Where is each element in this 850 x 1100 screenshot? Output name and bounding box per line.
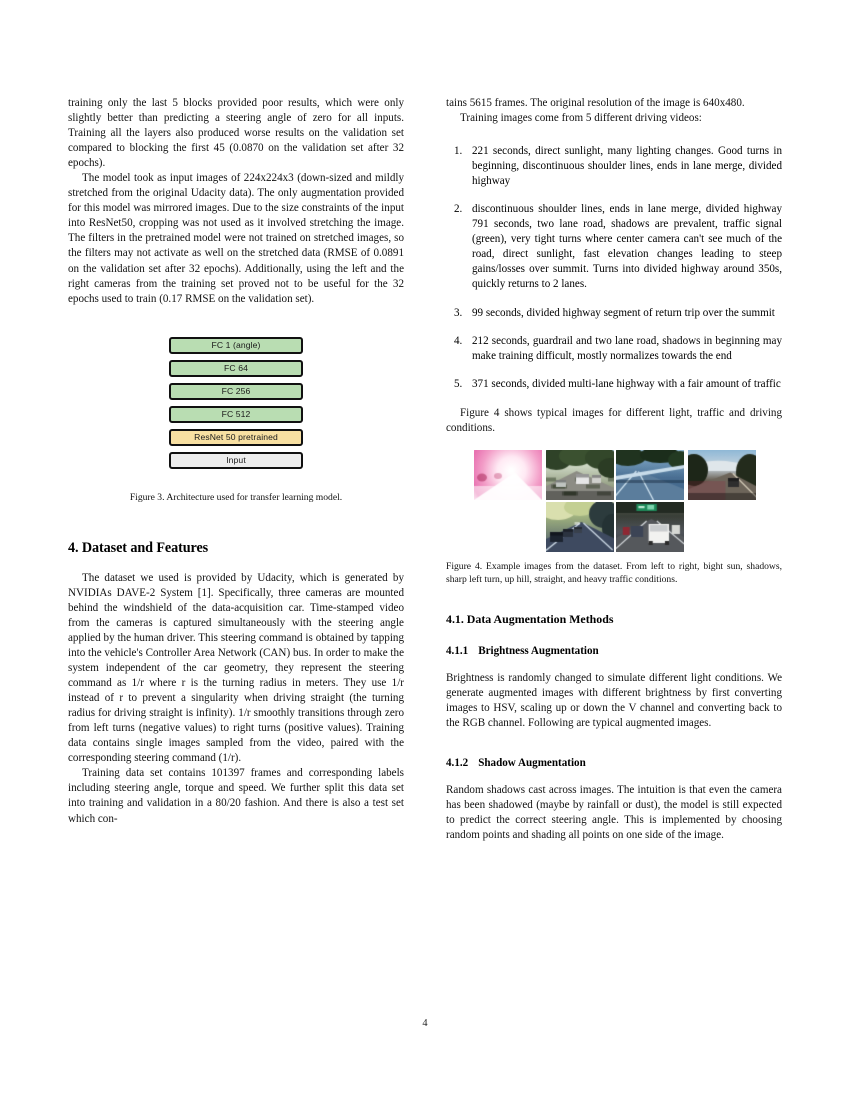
thumbnail-up-hill xyxy=(688,450,756,500)
left-column xyxy=(68,96,404,843)
subsubsection-title: Shadow Augmentation xyxy=(478,757,586,770)
list-item xyxy=(446,334,782,364)
arch-box-input xyxy=(169,452,303,469)
thumbnail-heavy-traffic xyxy=(616,502,684,552)
arch-box-label: FC 64 xyxy=(224,363,248,374)
right-column xyxy=(446,96,782,843)
list-item-text: discontinuous shoulder lines, ends in lane merge, divided highway 791 seconds, two lane road, shadows are prevalent, traffic signal (green), very tight turns where center camera can't see much of the road, direct sunlight, fast elevation changes leading to steep gains/losses over summit. Turns into divided highway around 350s, quickly returns to 2 lanes. xyxy=(472,203,782,291)
section-heading-4: 4. Dataset and Features xyxy=(68,539,209,556)
subsubsection-number: 4.1.1 xyxy=(446,644,469,657)
list-marker: 5. xyxy=(454,377,463,390)
list-marker: 1. xyxy=(454,145,463,158)
left-paragraph-1: training only the last 5 blocks provided poor results, which were only slightly better than predicting a steering angle of zero for all inputs. Training all the layers also produced worse results on the validation set compared to blocking the first 45 (0.0870 on the validation set after 32 epochs). xyxy=(68,97,404,170)
arch-box-label: FC 512 xyxy=(221,409,251,420)
right-paragraph-2: Training images come from 5 different driving videos: xyxy=(460,112,702,125)
section-heading-4-1-1 xyxy=(446,645,782,657)
section-heading-4-1-2 xyxy=(446,757,782,769)
arch-box-fc256 xyxy=(169,383,303,400)
arch-box-fc64 xyxy=(169,360,303,377)
arch-box-label: FC 1 (angle) xyxy=(211,340,261,351)
list-item-text: 99 seconds, divided highway segment of return trip over the summit xyxy=(472,306,775,319)
subsubsection-number: 4.1.2 xyxy=(446,757,469,770)
list-item-text: 212 seconds, guardrail and two lane road, shadows in beginning may make training difficult, mostly normalizes towards the end xyxy=(472,334,782,362)
figure4-image-grid xyxy=(446,450,782,550)
left-paragraph-2: The model took as input images of 224x224x3 (down-sized and mildly stretched from the original Udacity data). The only augmentation provided for this model was mirrored images. Due to the size constraints of the input into ResNet50, cropping was not used as it involved stretching the image. The filters in the pretrained model were not trained on stretched images, so the filters may not activate as well on the stretched data (RMSE of 0.0891 on the validation set after 32 epochs). Additionally, using the left and the right cameras from the training set proved not to be useful for the 32 epochs used to train (0.17 RMSE on the validation set). xyxy=(68,172,404,305)
arch-box-label: FC 256 xyxy=(221,386,251,397)
driving-videos-list xyxy=(446,144,782,392)
thumbnail-shadows xyxy=(546,450,614,500)
list-item xyxy=(446,377,782,392)
arch-box-fc1 xyxy=(169,337,303,354)
section-heading-4-1: 4.1. Data Augmentation Methods xyxy=(446,611,614,626)
page-number: 4 xyxy=(422,1018,428,1029)
list-item-text: 371 seconds, divided multi-lane highway with a fair amount of traffic xyxy=(472,377,781,390)
list-marker: 2. xyxy=(454,203,463,216)
list-item xyxy=(446,306,782,321)
figure3-caption: Figure 3. Architecture used for transfer learning model. xyxy=(129,491,343,503)
list-item xyxy=(446,144,782,189)
right-paragraph-1: tains 5615 frames. The original resolution of the image is 640x480. xyxy=(446,97,745,109)
list-marker: 3. xyxy=(454,306,463,319)
section4-paragraph-2: Training data set contains 101397 frames and corresponding labels including steering angle, torque and speed. We further split this data set into training and validation in a 80/20 fashion. And there is also a test set which con- xyxy=(68,767,404,825)
figure4-lead-paragraph: Figure 4 shows typical images for different light, traffic and driving conditions. xyxy=(446,406,782,434)
subsubsection-title: Brightness Augmentation xyxy=(478,644,599,657)
arch-box-fc512 xyxy=(169,406,303,423)
figure4-caption: Figure 4. Example images from the dataset. From left to right, bight sun, shadows, sharp left turn, up hill, straight, and heavy traffic conditions. xyxy=(446,560,782,585)
thumbnail-straight xyxy=(546,502,614,552)
thumbnail-sharp-left-turn xyxy=(616,450,684,500)
arch-box-label: ResNet 50 pretrained xyxy=(194,432,278,443)
figure3-architecture-diagram xyxy=(169,333,303,469)
shadow-augmentation-text: Random shadows cast across images. The intuition is that even the camera has been shadowed (maybe by rainfall or dust), the model is still expected to predict the correct steering angle. This is implemented by choosing random points and shading all points on one side of the image. xyxy=(446,784,782,842)
section4-paragraph-1: The dataset we used is provided by Udacity, which is generated by NVIDIAs DAVE-2 System [1]. Specifically, three cameras are mounted behind the windshield of the data-acquisition car. Time-stamped video from the cameras is captured simultaneously with the steering angle applied by the human driver. This steering command is obtained by tapping into the vehicle's Controller Area Network (CAN) bus. In order to make the system independent of the car geometry, they represent the steering command as 1/r where r is the turning radius in meters. They use 1/r instead of r to prevent a singularity when driving straight (the turning radius for driving straight is infinity). 1/r smoothly transitions through zero from left turns (negative values) to right turns (positive values). Training data contains single images sampled from the video, paired with the corresponding steering command (1/r). xyxy=(68,571,404,765)
two-column-layout xyxy=(68,96,782,843)
list-item-text: 221 seconds, direct sunlight, many lighting changes. Good turns in beginning, discontinuous shoulder lines, ends in lane merge, divided highway xyxy=(472,145,782,188)
brightness-augmentation-text: Brightness is randomly changed to simulate different light conditions. We generate augmented images with different brightness by first converting images to HSV, scaling up or down the V channel and converting back to the RGB channel. Following are typical augmented images. xyxy=(446,671,782,730)
arch-box-resnet50 xyxy=(169,429,303,446)
list-item xyxy=(446,202,782,292)
arch-box-label: Input xyxy=(226,455,246,466)
list-marker: 4. xyxy=(454,334,463,347)
thumbnail-bright-sun xyxy=(474,450,542,500)
